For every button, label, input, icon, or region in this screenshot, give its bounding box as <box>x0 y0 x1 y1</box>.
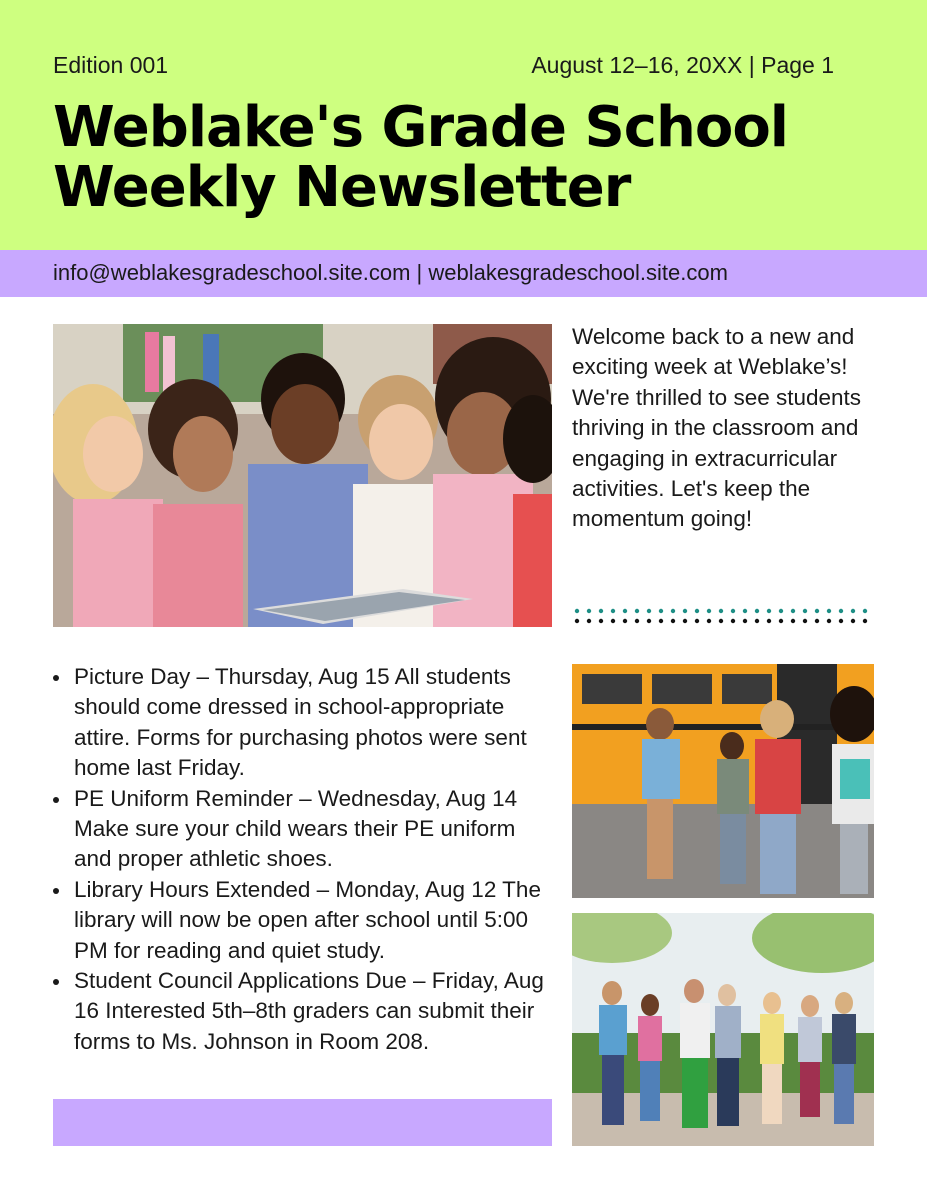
announcement-item: Picture Day – Thursday, Aug 15 All students should come dressed in school-appropriate attire. Forms for purchasing photos were sent home last Friday. <box>53 662 558 784</box>
photo-kids-walking <box>572 913 874 1146</box>
contact-bar <box>0 250 927 297</box>
announcements-list <box>53 662 558 1057</box>
title-line-1: Weblake's Grade School <box>53 95 788 160</box>
dateline: August 12–16, 20XX | Page 1 <box>531 52 834 78</box>
contact-info: info@weblakesgradeschool.site.com | weblakesgradeschool.site.com <box>53 260 728 285</box>
footer-accent-block <box>53 1099 552 1146</box>
newsletter-title <box>53 95 873 220</box>
photo-children-tablet <box>53 324 552 627</box>
photo-school-bus <box>572 664 874 898</box>
edition-label: Edition 001 <box>53 52 169 78</box>
announcement-item: PE Uniform Reminder – Wednesday, Aug 14 Make sure your child wears their PE uniform and proper athletic shoes. <box>53 784 558 875</box>
masthead <box>0 0 927 250</box>
title-line-2: Weekly Newsletter <box>53 155 631 220</box>
dotted-divider <box>573 606 875 626</box>
welcome-message: Welcome back to a new and exciting week at Weblake’s! We're thrilled to see students thriving in the classroom and engaging in extracurricular activities. Let's keep the momentum going! <box>572 324 862 532</box>
announcement-item: Library Hours Extended – Monday, Aug 12 The library will now be open after school until 5:00 PM for reading and quiet study. <box>53 875 558 966</box>
announcement-item: Student Council Applications Due – Friday, Aug 16 Interested 5th–8th graders can submit their forms to Ms. Johnson in Room 208. <box>53 966 558 1057</box>
